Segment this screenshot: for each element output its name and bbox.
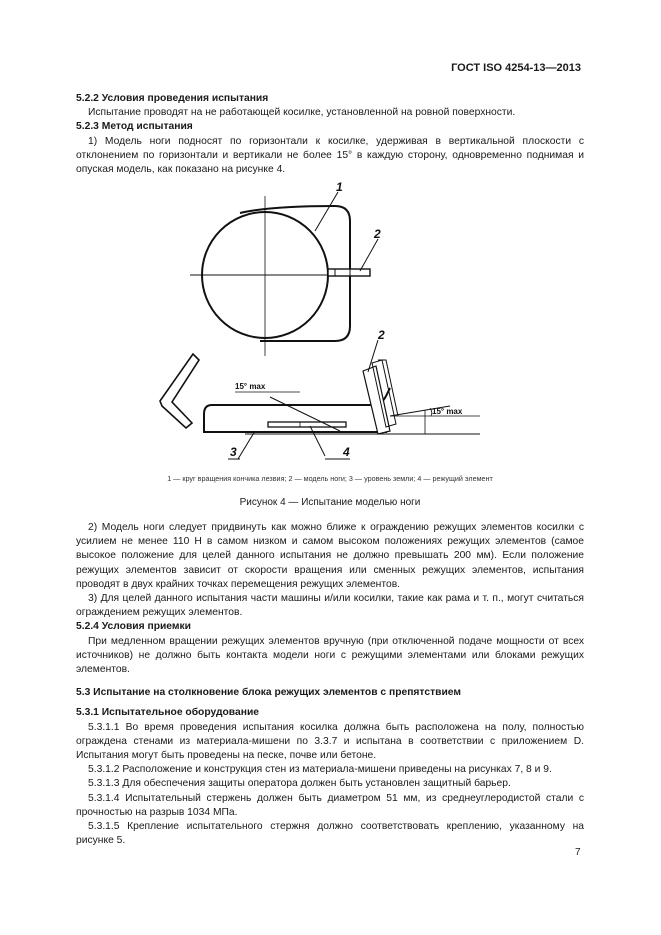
section-5-2-3-item-2: 2) Модель ноги следует придвинуть как можно ближе к ограждению режущих элементов косилки с усилием не менее 110 Н в самом низком и самом высоком положениях режущих элементов (самое высокое положение для целей данного испытания не должно превышать 200 мм). Если положение режущих элементов зависит от скорости вращения или сменных режущих элементов, испытания проводят в двух крайних точках перемещения режущих элементов. [76, 522, 584, 590]
figure-legend: 1 — круг вращения кончика лезвия; 2 — модель ноги; 3 — уровень земли; 4 — режущий элемент [167, 474, 493, 483]
figure-caption: Рисунок 4 — Испытание моделью ноги [239, 497, 421, 508]
section-5-3-1-heading: 5.3.1 Испытательное оборудование [76, 707, 259, 719]
label-1: 1 [336, 180, 343, 194]
section-5-2-4-heading: 5.2.4 Условия приемки [76, 621, 192, 633]
section-5-3-1-4: 5.3.1.4 Испытательный стержень должен быть диаметром 51 мм, из среднеуглеродистой стали с прочностью на разрыв 1034 МПа. [76, 792, 584, 818]
section-5-3-heading: 5.3 Испытание на столкновение блока режущих элементов с препятствием [76, 687, 461, 699]
page-number: 7 [575, 847, 581, 858]
angle-label-left: 15° max [235, 382, 266, 391]
text-block-upper [76, 92, 584, 177]
standard-header: ГОСТ ISO 4254-13—2013 [451, 62, 581, 74]
section-5-2-3-heading: 5.2.3 Метод испытания [76, 121, 193, 133]
foot-model-top [328, 269, 370, 276]
section-5-3-1-3: 5.3.1.3 Для обеспечения защиты оператора должен быть установлен защитный барьер. [88, 778, 511, 790]
leader-3 [238, 431, 255, 459]
section-5-2-3-item-3: 3) Для целей данного испытания части машины и/или косилки, такие как рама и т. п., могут считаться ограждением режущих элементов. [76, 593, 584, 619]
label-2b: 2 [378, 328, 385, 342]
section-5-2-2-heading: 5.2.2 Условия проведения испытания [76, 93, 269, 104]
label-4: 4 [343, 445, 350, 459]
cutting-element [268, 422, 346, 427]
text-block-lower [76, 521, 584, 848]
section-5-2-2-text: Испытание проводят на не работающей косилке, установленной на ровной поверхности. [88, 107, 516, 119]
angle-label-right: 15° max [432, 407, 463, 416]
section-5-3-1-1: 5.3.1.1 Во время проведения испытания косилка должна быть расположена на полу, полностью ограждена стенами из материала-мишени по 3.3.7 и испытана в соответствии с приложением D. Испытания могут быть проведены на песке, почве или бетоне. [76, 721, 584, 762]
section-5-3-1-2: 5.3.1.2 Расположение и конструкция стен из материала-мишени приведены на рисунках 7, 8 и 9. [88, 764, 552, 776]
label-2a: 2 [374, 227, 381, 241]
label-3: 3 [230, 445, 237, 459]
leader-1 [315, 192, 338, 231]
section-5-2-4-text: При медленном вращении режущих элементов вручную (при отключенной подаче мощности от всех источников) не должно быть контакта модели ноги с режущими элементами или блоками режущих элементов. [76, 635, 584, 676]
handle-side [160, 354, 199, 428]
section-5-2-3-item-1: 1) Модель ноги подносят по горизонтали к косилке, удерживая в вертикальной плоскости с отклонением по горизонтали и вертикали не более 15° в каждую сторону, одновременно поднимая и опуская модель, как показано на рисунке 4. [76, 135, 584, 176]
leader-4 [310, 426, 325, 456]
leader-2a [360, 239, 378, 271]
section-5-3-1-5: 5.3.1.5 Крепление испытательного стержня должно соответствовать креплению, указанному на рисунке 5. [76, 821, 584, 847]
figure-4-drawing [150, 176, 490, 466]
